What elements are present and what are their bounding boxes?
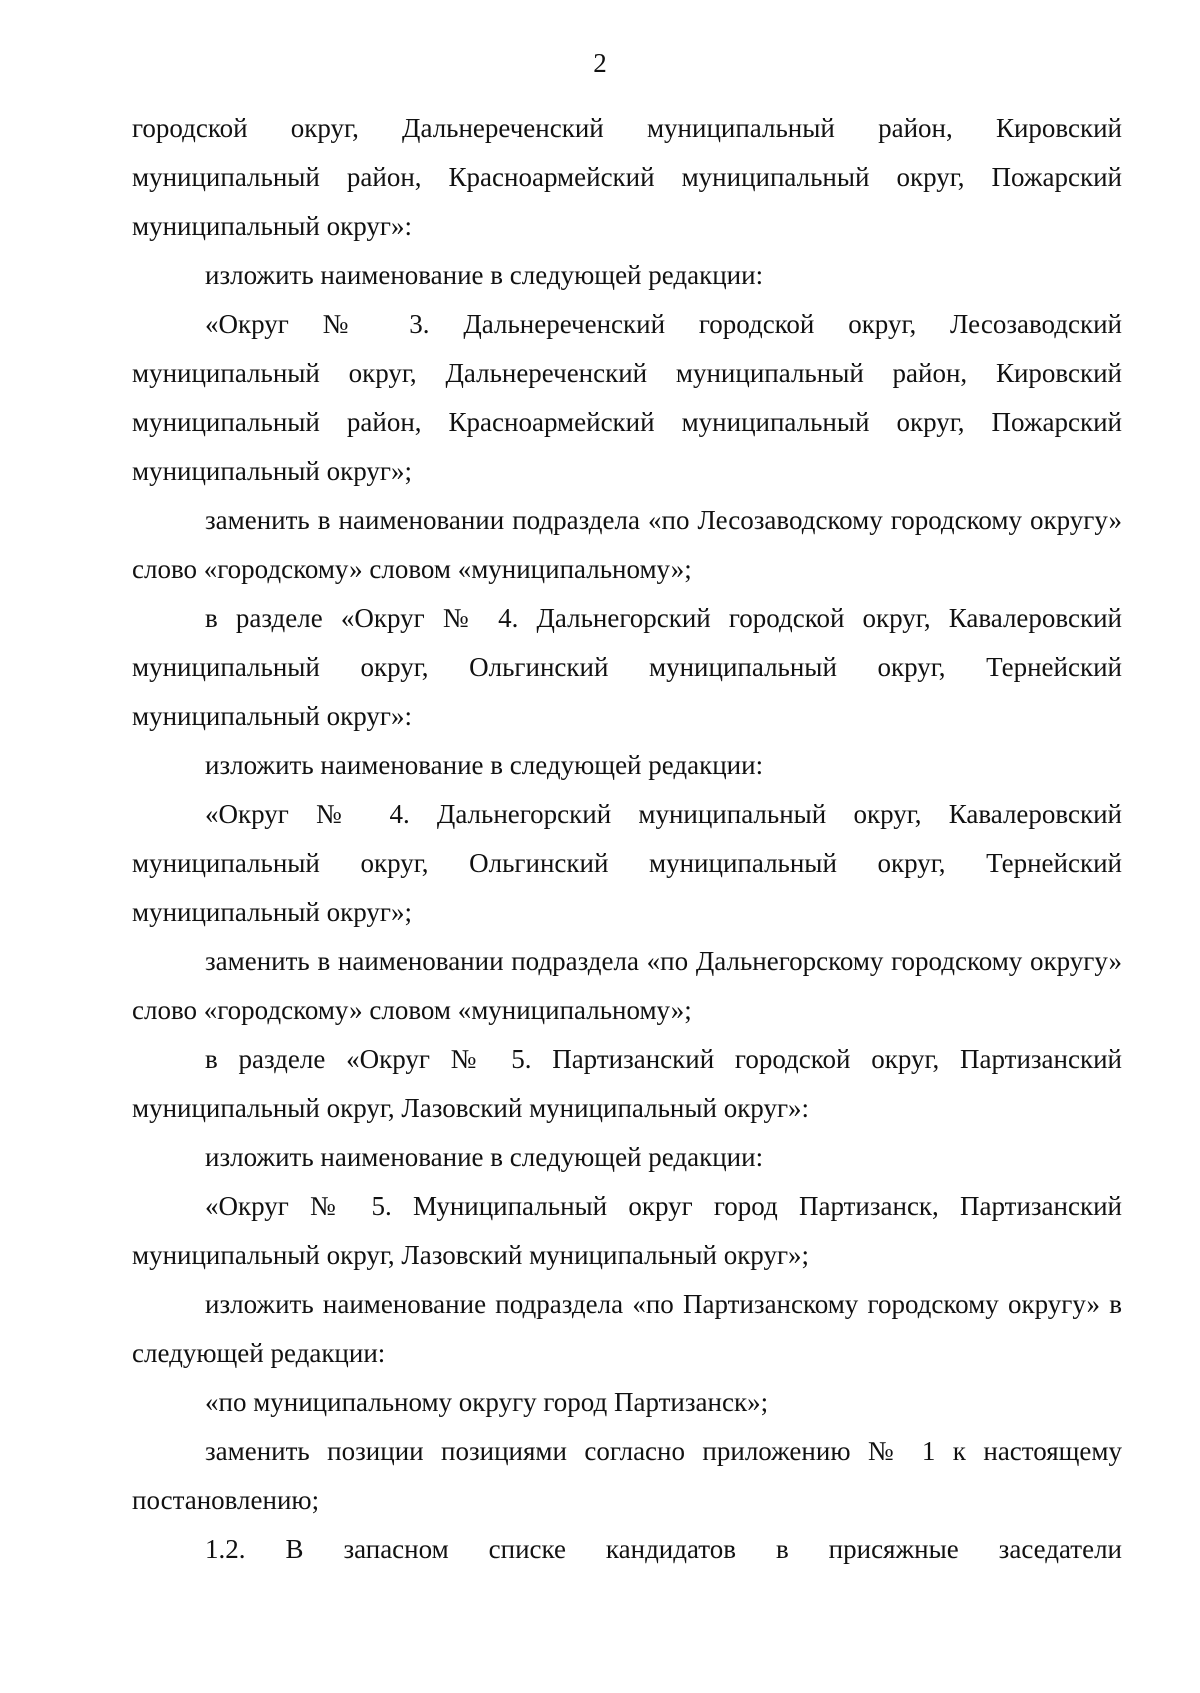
- paragraph: в разделе «Округ № 4. Дальнегорский городской округ, Кавалеровский муниципальный округ, Ольгинский муниципальный округ, Тернейский муниципальный округ»:: [132, 603, 1122, 731]
- paragraph: заменить позиции позициями согласно приложению № 1 к настоящему постановлению;: [132, 1436, 1122, 1515]
- paragraph: заменить в наименовании подраздела «по Дальнегорскому городскому округу» слово «городскому» словом «муниципальному»;: [132, 946, 1122, 1025]
- paragraph: «Округ № 5. Муниципальный округ город Партизанск, Партизанский муниципальный округ, Лазовский муниципальный округ»;: [132, 1191, 1122, 1270]
- document-body: [132, 104, 1122, 1574]
- paragraph: «по муниципальному округу город Партизанск»;: [205, 1387, 769, 1417]
- page-number: 2: [593, 48, 607, 78]
- paragraph-continuation: городской округ, Дальнереченский муниципальный район, Кировский муниципальный район, Красноармейский муниципальный округ, Пожарский муниципальный округ»:: [132, 113, 1122, 241]
- paragraph: заменить в наименовании подраздела «по Лесозаводскому городскому округу» слово «городскому» словом «муниципальному»;: [132, 505, 1122, 584]
- paragraph: в разделе «Округ № 5. Партизанский городской округ, Партизанский муниципальный округ, Лазовский муниципальный округ»:: [132, 1044, 1122, 1123]
- paragraph: изложить наименование в следующей редакции:: [205, 260, 764, 290]
- paragraph: изложить наименование в следующей редакции:: [205, 1142, 764, 1172]
- paragraph: изложить наименование в следующей редакции:: [205, 750, 764, 780]
- paragraph: «Округ № 4. Дальнегорский муниципальный округ, Кавалеровский муниципальный округ, Ольгинский муниципальный округ, Тернейский муниципальный округ»;: [132, 799, 1122, 927]
- paragraph: изложить наименование подраздела «по Партизанскому городскому округу» в следующей редакции:: [132, 1289, 1122, 1368]
- paragraph-section-heading: 1.2. В запасном списке кандидатов в присяжные заседатели: [205, 1534, 1122, 1564]
- paragraph: «Округ № 3. Дальнереченский городской округ, Лесозаводский муниципальный округ, Дальнереченский муниципальный район, Кировский муниципальный район, Красноармейский муниципальный округ, Пожарский муниципальный округ»;: [132, 309, 1122, 486]
